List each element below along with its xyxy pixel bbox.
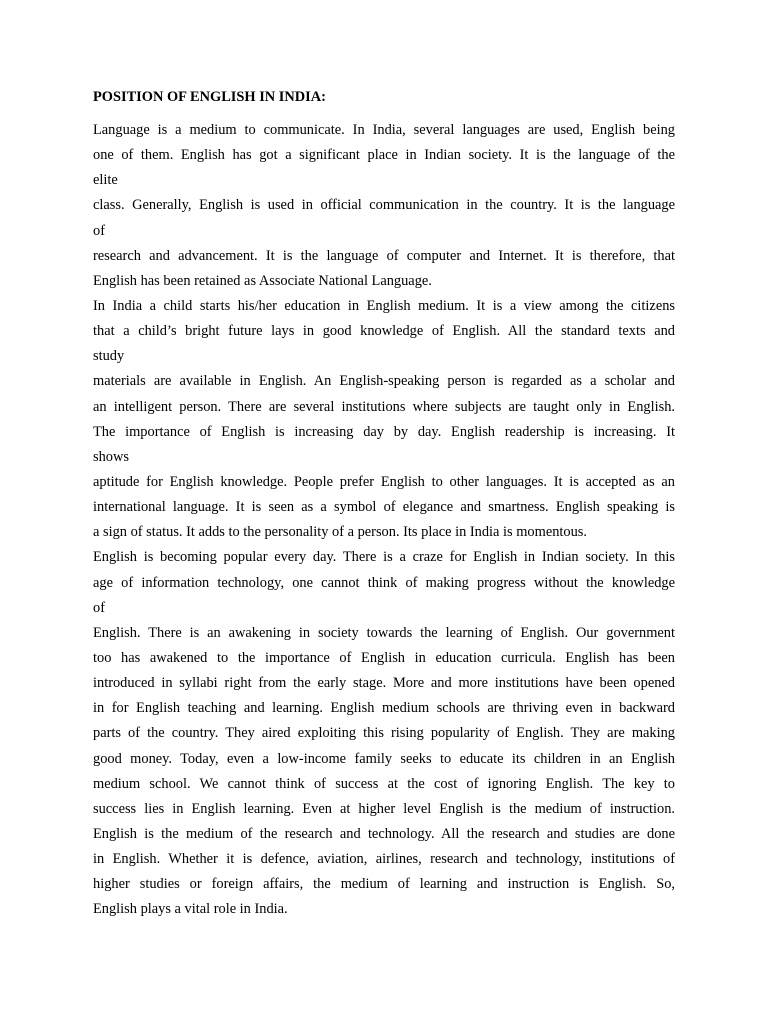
document-body (93, 118, 675, 923)
body-line: age of information technology, one cannot think of making progress without the knowledge (93, 574, 675, 591)
body-line: materials are available in English. An English-speaking person is regarded as a scholar and (93, 373, 675, 390)
body-line: in for English teaching and learning. English medium schools are thriving even in backward (93, 700, 675, 717)
body-line: too has awakened to the importance of English in education curricula. English has been (93, 649, 675, 666)
body-line: aptitude for English knowledge. People prefer English to other languages. It is accepted as an (93, 473, 675, 490)
body-line: in English. Whether it is defence, aviation, airlines, research and technology, institutions of (93, 851, 675, 868)
body-line: higher studies or foreign affairs, the medium of learning and instruction is English. So, (93, 876, 675, 893)
body-line: The importance of English is increasing day by day. English readership is increasing. It (93, 423, 675, 440)
body-line: study (93, 348, 125, 365)
body-line: a sign of status. It adds to the personality of a person. Its place in India is momentous. (93, 524, 587, 541)
body-line: English is the medium of the research and technology. All the research and studies are done (93, 825, 675, 842)
body-line: success lies in English learning. Even at higher level English is the medium of instruction. (93, 800, 675, 817)
body-line: that a child’s bright future lays in good knowledge of English. All the standard texts and (93, 323, 675, 340)
body-line: of (93, 599, 105, 616)
body-line: class. Generally, English is used in official communication in the country. It is the language (93, 197, 675, 214)
body-line: parts of the country. They aired exploiting this rising popularity of English. They are making (93, 725, 675, 742)
body-line: English plays a vital role in India. (93, 901, 288, 918)
body-line: English is becoming popular every day. There is a craze for English in Indian society. In this (93, 549, 675, 566)
body-line: elite (93, 172, 118, 189)
body-line: of (93, 222, 105, 239)
body-line: English. There is an awakening in society towards the learning of English. Our government (93, 624, 675, 641)
document-title: POSITION OF ENGLISH IN INDIA: (93, 89, 326, 105)
body-line: introduced in syllabi right from the early stage. More and more institutions have been opened (93, 675, 675, 692)
body-line: medium school. We cannot think of success at the cost of ignoring English. The key to (93, 775, 675, 792)
body-line: In India a child starts his/her education in English medium. It is a view among the citizens (93, 297, 675, 314)
body-line: Language is a medium to communicate. In India, several languages are used, English being (93, 122, 675, 138)
body-line: English has been retained as Associate National Language. (93, 272, 432, 289)
body-line: one of them. English has got a significant place in Indian society. It is the language of the (93, 147, 675, 164)
body-line: shows (93, 448, 129, 465)
body-line: an intelligent person. There are several institutions where subjects are taught only in English. (93, 398, 675, 415)
body-line: international language. It is seen as a symbol of elegance and smartness. English speaking is (93, 499, 675, 516)
body-line: research and advancement. It is the language of computer and Internet. It is therefore, that (93, 247, 675, 264)
body-line: good money. Today, even a low-income family seeks to educate its children in an English (93, 750, 675, 767)
